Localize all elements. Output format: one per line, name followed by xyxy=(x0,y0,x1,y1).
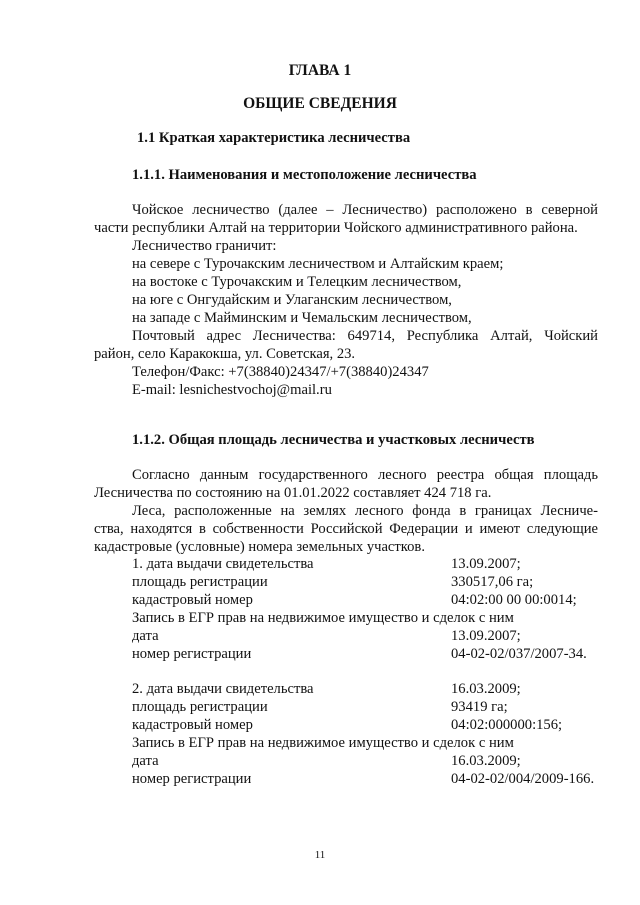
border-west: на западе с Майминским и Чемальским лесничеством, xyxy=(132,310,472,326)
paragraph-line: Чойское лесничество (далее – Лесничество) расположено в северной xyxy=(132,202,598,218)
paragraph-line: кадастровые (условные) номера земельных участков. xyxy=(94,539,425,555)
certificate-2-label: 2. дата выдачи свидетельства xyxy=(132,681,314,697)
paragraph-line: Согласно данным государственного лесного реестра общая площадь xyxy=(132,467,598,483)
paragraph-line: ства, находятся в собственности Российской Федерации и имеют следующие xyxy=(94,521,598,537)
certificate-1-label: 1. дата выдачи свидетельства xyxy=(132,556,314,572)
certificate-1-value: 13.09.2007; xyxy=(451,628,521,644)
certificate-2-label: дата xyxy=(132,753,159,769)
certificate-1-label: площадь регистрации xyxy=(132,574,268,590)
border-south: на юге с Онгудайским и Улаганским лесничеством, xyxy=(132,292,452,308)
certificate-2-label: кадастровый номер xyxy=(132,717,253,733)
certificate-1-value: 330517,06 га; xyxy=(451,574,534,590)
certificate-1-label: кадастровый номер xyxy=(132,592,253,608)
paragraph-line: Лесничество граничит: xyxy=(132,238,277,254)
section-1-1-2-heading: 1.1.2. Общая площадь лесничества и участковых лесничеств xyxy=(132,432,535,448)
chapter-title: ГЛАВА 1 xyxy=(288,62,352,79)
certificate-2-value: 16.03.2009; xyxy=(451,753,521,769)
paragraph-line: Лесничества по состоянию на 01.01.2022 составляет 424 718 га. xyxy=(94,485,492,501)
certificate-2-egr-line: Запись в ЕГР прав на недвижимое имущество и сделок с ним xyxy=(132,735,514,751)
chapter-subtitle: ОБЩИЕ СВЕДЕНИЯ xyxy=(243,95,397,112)
certificate-2-label: номер регистрации xyxy=(132,771,252,787)
certificate-2-value: 16.03.2009; xyxy=(451,681,521,697)
border-north: на севере с Турочакским лесничеством и Алтайским краем; xyxy=(132,256,504,272)
postal-address-line: Почтовый адрес Лесничества: 649714, Республика Алтай, Чойский xyxy=(132,328,598,344)
page-number: 11 xyxy=(314,849,326,861)
certificate-2-value: 04-02-02/004/2009-166. xyxy=(451,771,595,787)
certificate-2-value: 04:02:000000:156; xyxy=(451,717,563,733)
paragraph-line: части республики Алтай на территории Чойского административного района. xyxy=(94,220,578,236)
certificate-1-value: 13.09.2007; xyxy=(451,556,521,572)
email: E-mail: lesnichestvochoj@mail.ru xyxy=(132,382,332,398)
section-1-1-heading: 1.1 Краткая характеристика лесничества xyxy=(137,130,411,146)
section-1-1-1-heading: 1.1.1. Наименования и местоположение лесничества xyxy=(132,167,477,183)
paragraph-line: Леса, расположенные на землях лесного фонда в границах Лесниче- xyxy=(132,503,598,519)
border-east: на востоке с Турочакским и Телецким лесничеством, xyxy=(132,274,462,290)
phone-fax: Телефон/Факс: +7(38840)24347/+7(38840)24347 xyxy=(132,364,429,380)
certificate-1-egr-line: Запись в ЕГР прав на недвижимое имущество и сделок с ним xyxy=(132,610,514,626)
certificate-2-value: 93419 га; xyxy=(451,699,508,715)
certificate-1-label: номер регистрации xyxy=(132,646,252,662)
certificate-1-label: дата xyxy=(132,628,159,644)
certificate-2-label: площадь регистрации xyxy=(132,699,268,715)
postal-address-line: район, село Каракокша, ул. Советская, 23. xyxy=(94,346,356,362)
certificate-1-value: 04-02-02/037/2007-34. xyxy=(451,646,587,662)
certificate-1-value: 04:02:00 00 00:0014; xyxy=(451,592,577,608)
